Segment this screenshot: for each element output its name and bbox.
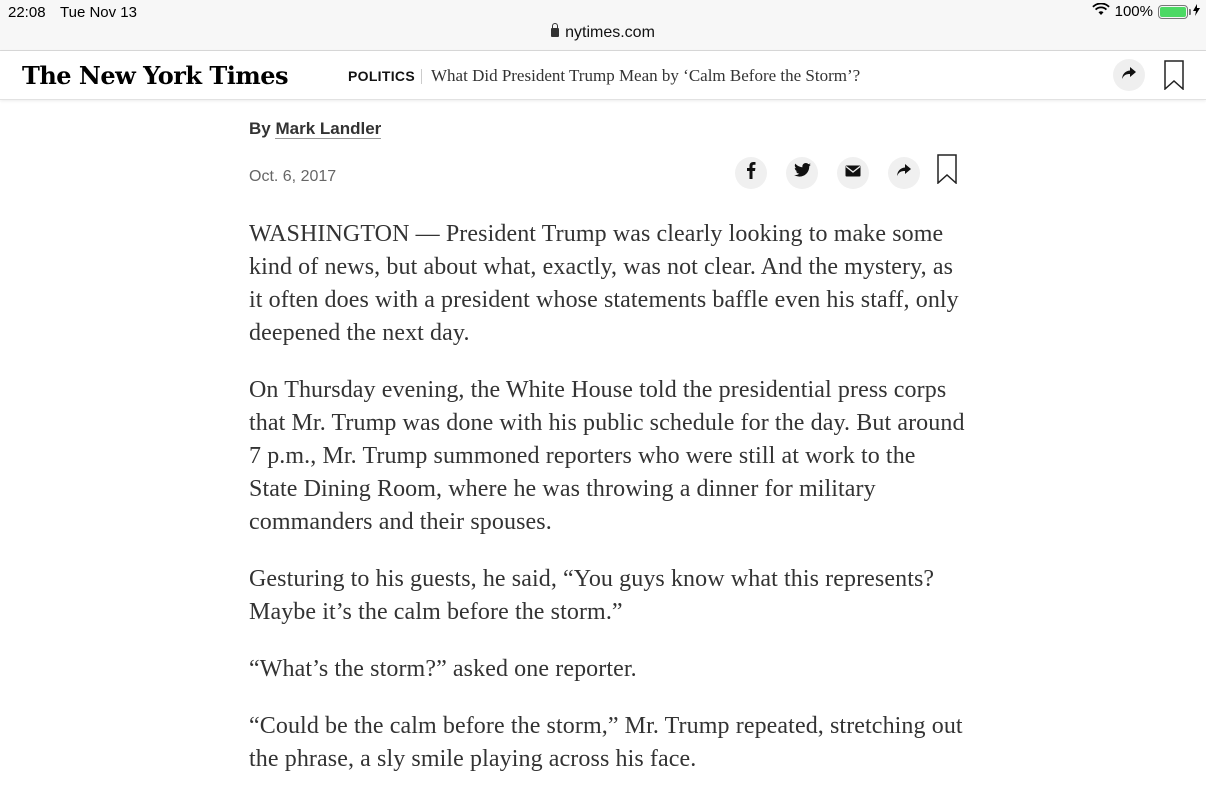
article-paragraph: “What’s the storm?” asked one reporter.: [249, 656, 637, 682]
bookmark-icon: [937, 171, 957, 188]
share-icon: [1121, 66, 1137, 85]
email-share-button[interactable]: [837, 157, 869, 189]
browser-chrome: [0, 0, 1206, 51]
facebook-share-button[interactable]: [735, 157, 767, 189]
article-paragraph: Gesturing to his guests, he said, “You guys know what this represents? Maybe it’s the calm before the storm.”: [249, 566, 935, 625]
twitter-share-button[interactable]: [786, 157, 818, 189]
battery-fill: [1160, 7, 1186, 17]
status-indicators: [1092, 3, 1200, 20]
save-article-button[interactable]: [937, 154, 957, 189]
lock-icon: [551, 28, 559, 37]
share-icon: [896, 163, 912, 182]
nyt-logo[interactable]: The New York Times: [22, 61, 288, 90]
article-paragraph: “Could be the calm before the storm,” Mr. Trump repeated, stretching out the phrase, a sly smile playing across his face.: [249, 713, 963, 772]
author-link[interactable]: Mark Landler: [275, 119, 382, 138]
section-link[interactable]: POLITICS: [348, 68, 415, 84]
byline-prefix: By: [249, 119, 271, 138]
address-bar[interactable]: [0, 24, 1206, 42]
twitter-icon: [794, 163, 811, 182]
article-paragraph: WASHINGTON — President Trump was clearly looking to make some kind of news, but about what, exactly, was not clear. And the mystery, as it often does with a president whose statements baffle even his staff, only deepened the next day.: [249, 221, 959, 346]
article-paragraph: On Thursday evening, the White House told the presidential press corps that Mr. Trump was done with his public schedule for the day. But around 7 p.m., Mr. Trump summoned reporters who were still at work to the State Dining Room, where he was throwing a dinner for military commanders and their spouses.: [249, 377, 965, 535]
url-text: nytimes.com: [565, 24, 655, 41]
status-date: Tue Nov 13: [60, 4, 137, 21]
header-share-button[interactable]: [1113, 59, 1145, 91]
article-body: [249, 218, 969, 800]
publish-date: Oct. 6, 2017: [249, 168, 337, 185]
facebook-icon: [746, 161, 756, 184]
byline: [249, 119, 381, 139]
charging-icon: [1193, 3, 1200, 20]
battery-percent: 100%: [1114, 3, 1153, 20]
header-divider: [421, 69, 422, 84]
header-bookmark-button[interactable]: [1164, 60, 1184, 95]
battery-icon: [1158, 5, 1188, 19]
more-share-button[interactable]: [888, 157, 920, 189]
email-icon: [845, 164, 861, 182]
header-headline: What Did President Trump Mean by ‘Calm Before the Storm’?: [431, 66, 861, 85]
status-time: 22:08: [8, 4, 46, 21]
wifi-icon: [1092, 3, 1110, 20]
share-toolbar: [735, 156, 957, 189]
bookmark-icon: [1164, 77, 1184, 94]
site-header: [0, 51, 1206, 100]
